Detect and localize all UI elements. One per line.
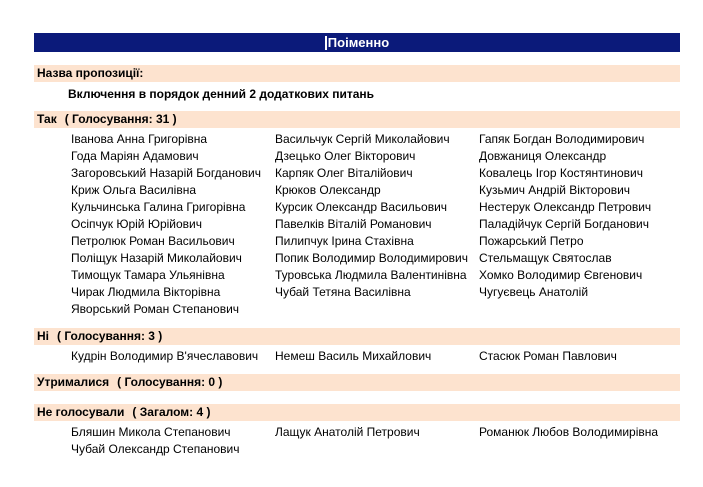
deputy-name: Пожарський Петро [479,234,584,248]
page-title: Поіменно [34,33,680,52]
deputy-name: Паладійчук Сергій Богданович [479,217,649,231]
deputy-name: Поліщук Назарій Миколайович [71,251,242,265]
yes-count: ( Голосування: 31 ) [64,112,177,126]
deputy-name: Павелків Віталій Романович [275,217,432,231]
deputy-name: Стельмащук Святослав [479,251,612,265]
deputy-name: Курсик Олександр Васильович [275,200,448,214]
deputy-name: Хомко Володимир Євгенович [479,268,643,282]
yes-section-header [34,111,680,128]
deputy-name: Года Марiян Адамович [71,149,199,163]
deputy-name: Чирак Людмила Вікторівна [71,285,221,299]
deputy-name: Нестерук Олександр Петрович [479,200,652,214]
yes-names-list [71,131,681,318]
deputy-name: Туровська Людмила Валентинівна [275,268,467,282]
deputy-name: Крюков Олександр [275,183,381,197]
proposal-label: Назва пропозиції: [37,66,144,80]
deputy-name: Кудрін Володимир В'ячеславович [71,349,259,363]
deputy-name: Карпяк Олег Віталійович [275,166,413,180]
deputy-name: Гапяк Богдан Володимирович [479,132,645,146]
not-voted-names-list [71,424,681,458]
deputy-name: Кузьмич Андрій Вікторович [479,183,631,197]
deputy-name: Ковалець Ігор Костянтинович [479,166,643,180]
deputy-name: Попик Володимир Володимирович [275,251,469,265]
deputy-name: Лащук Анатолій Петрович [275,425,420,439]
deputy-name: Романюк Любов Володимирівна [479,425,659,439]
deputy-name: Немеш Василь Михайлович [275,349,432,363]
deputy-name: Довжаниця Олександр [479,149,607,163]
deputy-name: Чубай Тетяна Василівна [275,285,411,299]
proposal-text: Включення в порядок денний 2 додаткових питань [68,87,375,101]
not-voted-label: Не голосували [37,405,125,419]
deputy-name: Петролюк Роман Васильович [71,234,235,248]
deputy-name: Бляшин Микола Степанович [71,425,231,439]
deputy-name: Яворський Роман Степанович [71,302,240,316]
deputy-name: Чугуєвець Анатолій [479,285,589,299]
no-count: ( Голосування: 3 ) [57,329,163,343]
not-voted-section-header [34,404,680,421]
no-section-header [34,328,680,345]
deputy-name: Чубай Олександр Степанович [71,442,240,456]
deputy-name: Тимощук Тамара Ульянівна [71,268,225,282]
deputy-name: Кульчинська Галина Григорівна [71,200,246,214]
abstained-label: Утрималися [37,375,110,389]
deputy-name: Осіпчук Юрій Юрійович [71,217,203,231]
no-names-list [71,348,681,365]
proposal-header [34,65,680,82]
abstained-count: ( Голосування: 0 ) [117,375,223,389]
deputy-name: Криж Ольга Василівна [71,183,197,197]
abstained-section-header [34,374,680,391]
deputy-name: Стасюк Роман Павлович [479,349,617,363]
deputy-name: Загоровський Назарій Богданович [71,166,261,180]
text-cursor [325,36,327,50]
deputy-name: Пилипчук Ірина Стахівна [275,234,414,248]
deputy-name: Васильчук Сергій Миколайович [275,132,450,146]
deputy-name: Дзецько Олег Вікторович [275,149,416,163]
not-voted-count: ( Загалом: 4 ) [132,405,211,419]
no-label: Ні [37,329,49,343]
yes-label: Так [37,112,57,126]
deputy-name: Іванова Анна Григорівна [71,132,208,146]
